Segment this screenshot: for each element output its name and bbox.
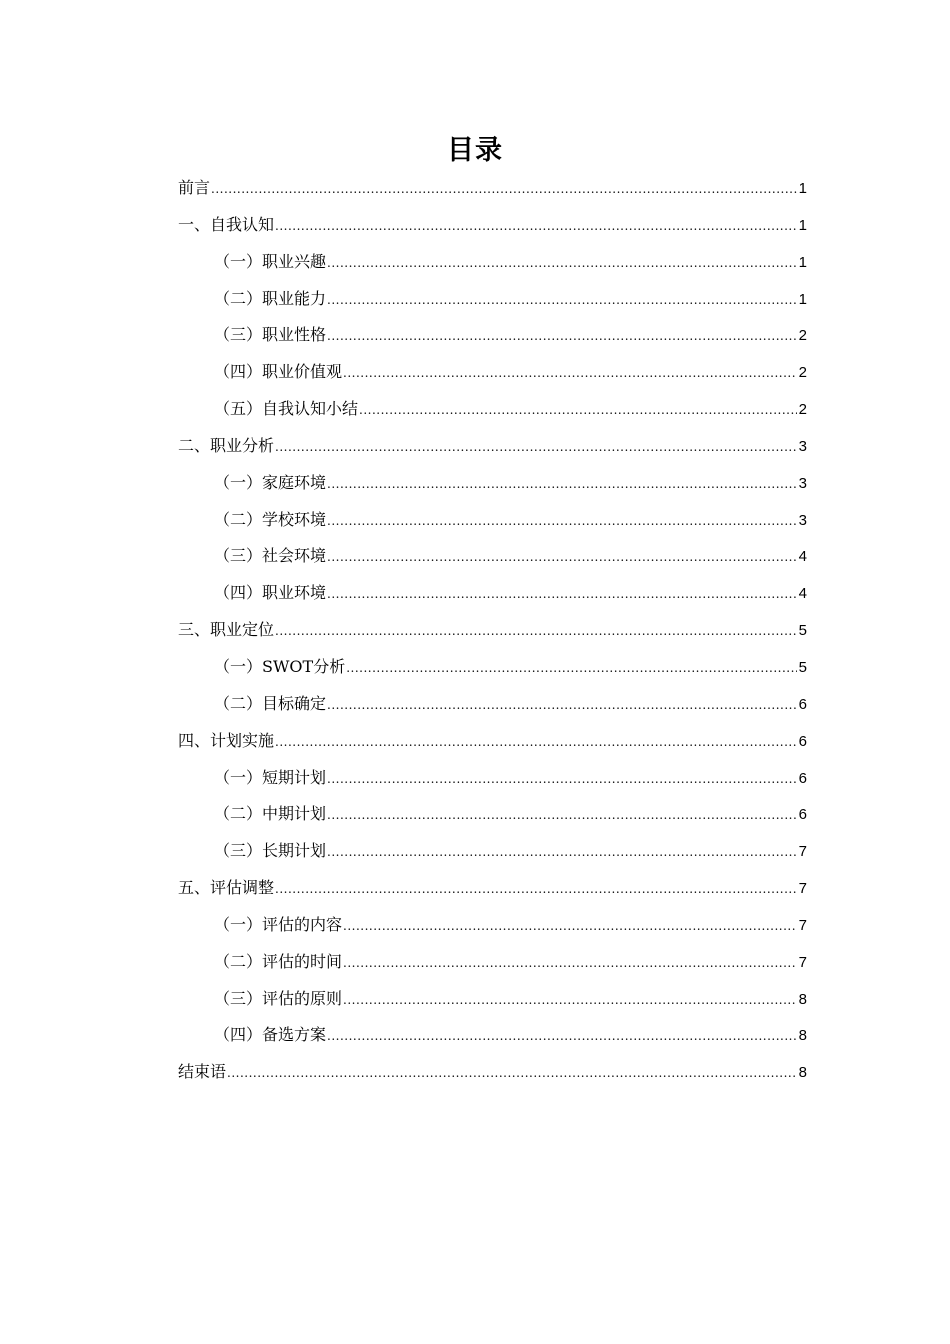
- toc-entry-label: （三）长期计划: [214, 841, 327, 861]
- toc-entry[interactable]: [178, 907, 807, 944]
- toc-entry-page-number: 6: [798, 769, 807, 787]
- toc-dot-leader: [227, 1055, 797, 1092]
- toc-entry[interactable]: [178, 1017, 807, 1054]
- toc-dot-leader: [327, 318, 797, 355]
- toc-entry-label: （三）社会环境: [214, 546, 327, 566]
- toc-entry[interactable]: [178, 391, 807, 428]
- toc-entry[interactable]: [178, 612, 807, 649]
- toc-entry[interactable]: [178, 981, 807, 1018]
- toc-entry[interactable]: [178, 760, 807, 797]
- toc-dot-leader: [327, 466, 797, 503]
- toc-entry[interactable]: [178, 1054, 807, 1091]
- toc-dot-leader: [275, 208, 797, 245]
- toc-entry-label: 四、计划实施: [178, 730, 275, 750]
- toc-entry[interactable]: [178, 428, 807, 465]
- toc-entry[interactable]: [178, 944, 807, 981]
- toc-entry[interactable]: [178, 649, 807, 686]
- toc-entry-page-number: 8: [798, 1027, 807, 1045]
- toc-entry[interactable]: [178, 502, 807, 539]
- toc-entry-page-number: 7: [798, 916, 807, 934]
- toc-entry-label: （四）职业价值观: [214, 362, 343, 382]
- toc-entry[interactable]: [178, 170, 807, 207]
- toc-entry-page-number: 6: [798, 732, 807, 750]
- toc-entry-page-number: 1: [798, 253, 807, 271]
- toc-entry[interactable]: [178, 354, 807, 391]
- toc-entry-page-number: 5: [798, 622, 807, 640]
- toc-dot-leader: [275, 724, 797, 761]
- toc-dot-leader: [327, 576, 797, 613]
- toc-entry-page-number: 2: [798, 364, 807, 382]
- toc-entry-label: （二）中期计划: [214, 804, 327, 824]
- toc-entry-label: （二）评估的时间: [214, 951, 343, 971]
- toc-entry-label: （一）家庭环境: [214, 472, 327, 492]
- toc-list: [178, 170, 807, 1091]
- toc-dot-leader: [343, 908, 797, 945]
- toc-dot-leader: [327, 834, 797, 871]
- toc-dot-leader: [359, 392, 797, 429]
- toc-entry[interactable]: [178, 538, 807, 575]
- toc-dot-leader: [275, 613, 797, 650]
- toc-dot-leader: [327, 282, 797, 319]
- toc-dot-leader: [343, 945, 797, 982]
- toc-entry-label: （一）评估的内容: [214, 914, 343, 934]
- toc-entry[interactable]: [178, 207, 807, 244]
- toc-dot-leader: [327, 797, 797, 834]
- toc-entry[interactable]: [178, 281, 807, 318]
- toc-dot-leader: [346, 650, 797, 687]
- toc-dot-leader: [275, 871, 797, 908]
- toc-entry[interactable]: [178, 796, 807, 833]
- toc-dot-leader: [211, 171, 797, 208]
- toc-entry-label: 结束语: [178, 1062, 227, 1082]
- toc-entry-page-number: 1: [798, 180, 807, 197]
- toc-dot-leader: [327, 761, 797, 798]
- toc-entry[interactable]: [178, 244, 807, 281]
- toc-entry[interactable]: [178, 870, 807, 907]
- toc-entry-label: 二、职业分析: [178, 435, 275, 455]
- toc-entry-label: （一）SWOT分析: [214, 656, 346, 676]
- toc-entry-page-number: 6: [798, 806, 807, 824]
- toc-dot-leader: [327, 503, 797, 540]
- toc-entry-page-number: 1: [798, 216, 807, 234]
- toc-dot-leader: [327, 245, 797, 282]
- toc-entry-label: （三）职业性格: [214, 325, 327, 345]
- toc-entry-label: 一、自我认知: [178, 214, 275, 234]
- toc-dot-leader: [327, 539, 797, 576]
- toc-entry-label: 五、评估调整: [178, 878, 275, 898]
- toc-entry-label: （一）短期计划: [214, 767, 327, 787]
- toc-entry[interactable]: [178, 465, 807, 502]
- toc-entry-label: （二）目标确定: [214, 693, 327, 713]
- toc-entry[interactable]: [178, 723, 807, 760]
- toc-entry-page-number: 8: [798, 990, 807, 1008]
- toc-entry-label: （三）评估的原则: [214, 988, 343, 1008]
- toc-entry-label: （二）职业能力: [214, 288, 327, 308]
- toc-title: 目录: [447, 135, 503, 166]
- toc-entry-page-number: 4: [798, 585, 807, 603]
- toc-dot-leader: [343, 355, 797, 392]
- toc-entry-page-number: 6: [798, 695, 807, 713]
- toc-dot-leader: [275, 429, 797, 466]
- toc-entry[interactable]: [178, 686, 807, 723]
- toc-entry-page-number: 4: [798, 548, 807, 566]
- toc-entry[interactable]: [178, 575, 807, 612]
- toc-dot-leader: [343, 982, 797, 1019]
- toc-dot-leader: [327, 687, 797, 724]
- toc-entry-page-number: 8: [798, 1064, 807, 1082]
- toc-entry-page-number: 7: [798, 880, 807, 898]
- toc-dot-leader: [327, 1018, 797, 1055]
- toc-entry-page-number: 3: [798, 437, 807, 455]
- toc-entry-label: （一）职业兴趣: [214, 251, 327, 271]
- toc-entry-page-number: 3: [798, 474, 807, 492]
- toc-entry-label: 三、职业定位: [178, 620, 275, 640]
- toc-entry-page-number: 7: [798, 953, 807, 971]
- toc-entry-label: 前言: [178, 178, 211, 197]
- toc-entry-label: （四）职业环境: [214, 583, 327, 603]
- toc-entry-page-number: 2: [798, 401, 807, 419]
- toc-entry-page-number: 1: [798, 290, 807, 308]
- toc-entry-page-number: 7: [798, 843, 807, 861]
- toc-entry-page-number: 3: [798, 511, 807, 529]
- toc-entry-page-number: 5: [798, 658, 807, 676]
- toc-entry-label: （二）学校环境: [214, 509, 327, 529]
- toc-entry[interactable]: [178, 833, 807, 870]
- toc-entry-label: （四）备选方案: [214, 1025, 327, 1045]
- toc-entry[interactable]: [178, 317, 807, 354]
- toc-entry-page-number: 2: [798, 327, 807, 345]
- toc-entry-label: （五）自我认知小结: [214, 399, 359, 419]
